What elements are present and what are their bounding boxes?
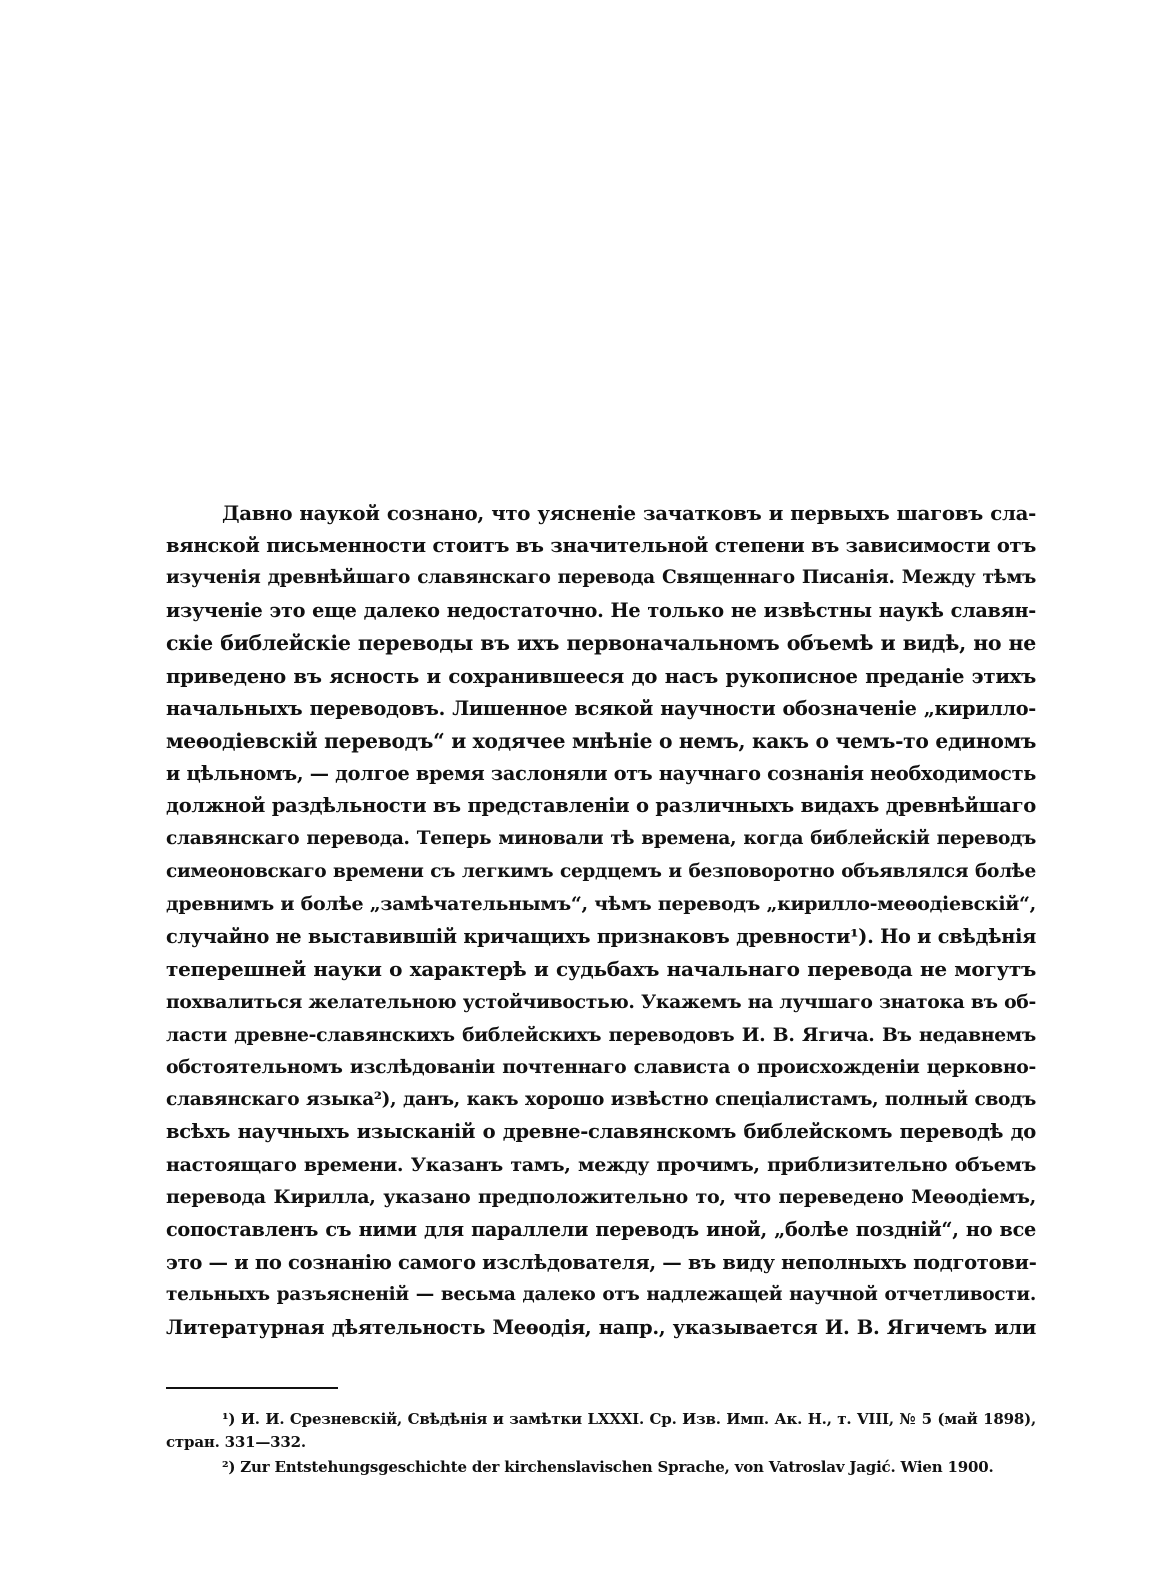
paragraph-line: вянской письменности стоитъ въ значительной степени въ зависимости отъ <box>166 533 1036 557</box>
main-paragraph <box>166 497 1036 1344</box>
paragraph-line: всѣхъ научныхъ изысканій о древне-славянскомъ библейскомъ переводѣ до <box>166 1120 1036 1144</box>
paragraph-line: похвалиться желательною устойчивостью. Укажемъ на лучшаго знатока въ об- <box>166 990 1036 1013</box>
paragraph-line: и цѣльномъ, — долгое время заслоняли отъ научнаго сознанія необходимость <box>166 761 1036 785</box>
paragraph-line: меѳодіевскій переводъ“ и ходячее мнѣніе о немъ, какъ о чемъ-то единомъ <box>166 729 1037 754</box>
paragraph-line: настоящаго времени. Указанъ тамъ, между прочимъ, приблизительно объемъ <box>166 1153 1036 1176</box>
footnote-separator <box>166 1387 338 1389</box>
paragraph-line: обстоятельномъ изслѣдованіи почтеннаго слависта о происхожденіи церковно- <box>166 1056 1036 1079</box>
paragraph-line: Литературная дѣятельность Меѳодія, напр., указывается И. В. Ягичемъ или <box>166 1315 1036 1339</box>
paragraph-line: ласти древне-славянскихъ библейскихъ переводовъ И. В. Ягича. Въ недавнемъ <box>166 1023 1036 1046</box>
paragraph-line: это — и по сознанію самого изслѣдователя, — въ виду неполныхъ подготови- <box>166 1250 1037 1274</box>
footnote-1-line: стран. 331—332. <box>166 1433 306 1451</box>
paragraph-line: теперешней науки о характерѣ и судьбахъ начальнаго перевода не могутъ <box>166 957 1036 982</box>
paragraph-line: скіе библейскіе переводы въ ихъ первоначальномъ объемѣ и видѣ, но не <box>166 631 1036 656</box>
footnote-2-line: ²) Zur Entstehungsgeschichte der kirchenslavischen Sprache, von Vatroslav Jagić. Wien 1900. <box>222 1458 994 1476</box>
paragraph-line: сопоставленъ съ ними для параллели переводъ иной, „болѣе поздній“, но все <box>166 1218 1036 1242</box>
paragraph-line: славянскаго перевода. Теперь миновали тѣ времена, когда библейскій переводъ <box>166 827 1036 849</box>
paragraph-line: Давно наукой сознано, что уясненіе зачатковъ и первыхъ шаговъ сла- <box>222 501 1036 525</box>
paragraph-line: изученія древнѣйшаго славянскаго перевода Священнаго Писанія. Между тѣмъ <box>166 567 1036 589</box>
paragraph-line: тельныхъ разъясненій — весьма далеко отъ надлежащей научной отчетливости. <box>166 1284 1036 1306</box>
paragraph-line: случайно не выставившій кричащихъ признаковъ древности¹). Но и свѣдѣнія <box>166 924 1036 948</box>
paragraph-line: приведено въ ясность и сохранившееся до насъ рукописное преданіе этихъ <box>166 663 1036 688</box>
paragraph-line: древнимъ и болѣе „замѣчательнымъ“, чѣмъ переводъ „кирилло-меѳодіевскій“, <box>166 893 1036 916</box>
footnote-1-line: ¹) И. И. Срезневскій, Свѣдѣнія и замѣтки LXXXI. Ср. Изв. Имп. Ак. Н., т. VIII, № 5 (май 1898), <box>222 1410 1036 1428</box>
paragraph-line: изученіе это еще далеко недостаточно. Не только не извѣстны наукѣ славян- <box>166 598 1036 622</box>
paragraph-line: славянскаго языка²), данъ, какъ хорошо извѣстно спеціалистамъ, полный сводъ <box>166 1088 1036 1110</box>
paragraph-line: должной раздѣльности въ представленіи о различныхъ видахъ древнѣйшаго <box>166 794 1036 818</box>
paragraph-line: симеоновскаго времени съ легкимъ сердцемъ и безповоротно объявлялся болѣе <box>166 860 1036 882</box>
paragraph-line: начальныхъ переводовъ. Лишенное всякой научности обозначеніе „кирилло- <box>166 696 1036 720</box>
paragraph-line: перевода Кирилла, указано предположительно то, что переведено Меѳодіемъ, <box>166 1186 1036 1209</box>
footnotes <box>166 1408 1036 1479</box>
